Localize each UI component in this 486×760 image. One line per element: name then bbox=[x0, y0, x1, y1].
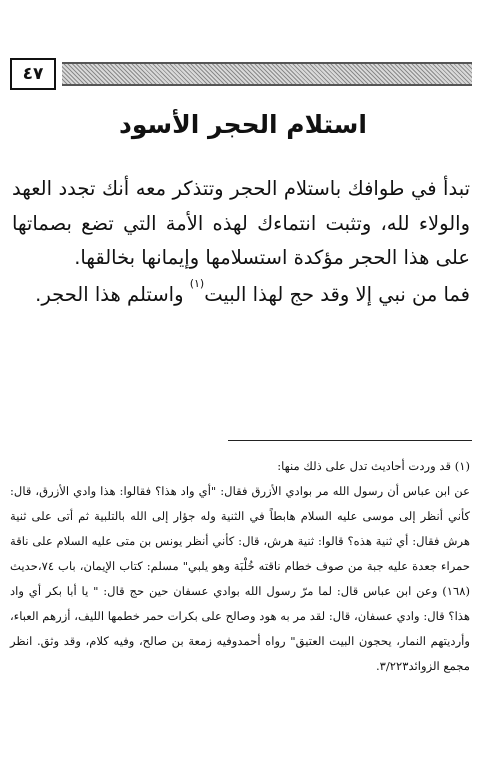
footnote-marker[interactable]: (١) bbox=[189, 276, 205, 290]
paragraph-2 bbox=[12, 278, 470, 313]
chapter-title: استلام الحجر الأسود bbox=[119, 110, 367, 139]
paragraph-2-text: فما من نبي إلا وقد حج لهذا البيت bbox=[204, 282, 470, 306]
paragraph-1: تبدأ في طوافك باستلام الحجر وتتذكر معه أنك تجدد العهد والولاء لله، وتثبت انتماءك لهذه الأمة التي تضع بصماتها على هذا الحجر مؤكدة استسلامها وإيمانها بخالقها. bbox=[12, 177, 470, 269]
footnote-text: عن ابن عباس أن رسول الله مر بوادي الأزرق فقال: "أي واد هذا؟ فقالوا: هذا وادي الأزرق، قال: كأني أنظر إلى موسى عليه السلام هابطاً في الثنية وله جؤار إلى الله بالتلبية ثم أتى على ثنية هرش فقال: أي ثنية هذه؟ قالوا: ثنية هرش، قال: كأني أنظر يونس بن متى عليه السلام على ناقة حمراء جعدة عليه جبة من صوف خطام ناقته خُلْبَة وهو يلبي" مسلم: كتاب الإيمان، باب ٧٤،حديث (١٦٨) وعن ابن عباس قال: لما مرّ رسول الله بوادي عسفان حين حج قال: " يا أبا بكر أي واد هذا؟ قال: وادي عسفان، قال: لقد مر به هود وصالح على بكرات حمر خطمها الليف، أزرهم العباء، وأرديتهم النمار، يحجون البيت العتيق" رواه أحمدوفيه زمعة بن صالح، وفيه كلام، وقد وثق. انظر مجمع الزوائد٣/٢٢٣. bbox=[10, 484, 470, 673]
footnote-intro: (١) قد وردت أحاديث تدل على ذلك منها: bbox=[277, 459, 470, 473]
footnotes bbox=[10, 454, 470, 679]
paragraph-2-continuation: واستلم هذا الحجر. bbox=[35, 282, 190, 306]
page-number: ٤٧ bbox=[10, 58, 56, 90]
footnote-divider bbox=[228, 440, 472, 441]
main-text bbox=[12, 172, 470, 312]
header-decorative-bar bbox=[62, 62, 472, 86]
